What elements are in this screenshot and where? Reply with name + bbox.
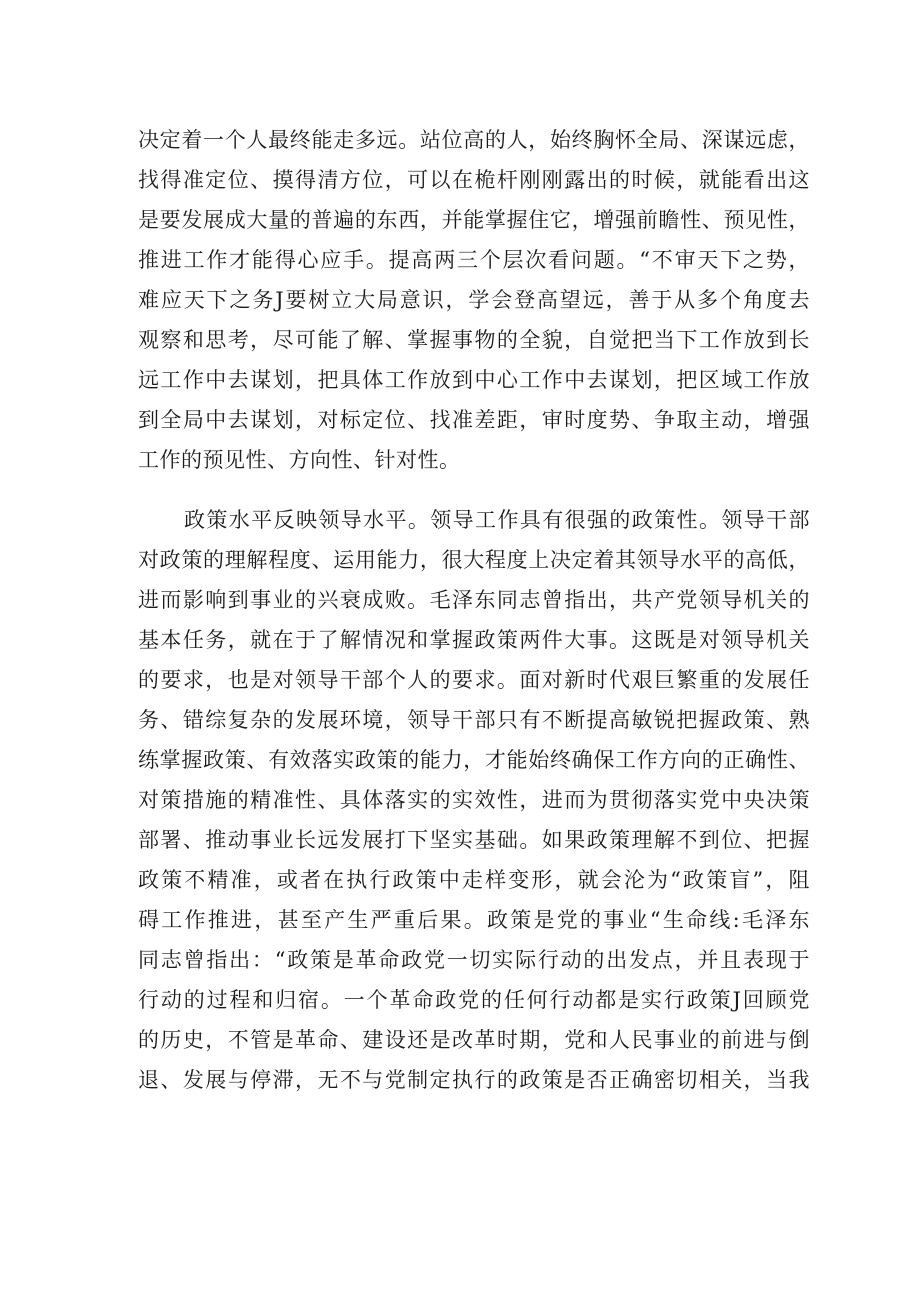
text-line-18: 部署、推动事业长远发展打下坚实基础。如果政策理解不到位、把握 <box>138 828 810 852</box>
text-line-5: 难应天下之务J要树立大局意识，学会登高望远，善于从多个角度去 <box>138 288 810 312</box>
text-line-21: 同志曾指出：“政策是革命政党一切实际行动的出发点，并且表现于 <box>138 948 810 972</box>
text-line-15: 务、错综复杂的发展环境，领导干部只有不断提高敏锐把握政策、熟 <box>138 708 810 732</box>
text-line-10: 政策水平反映领导水平。领导工作具有很强的政策性。领导干部 <box>184 508 810 532</box>
text-line-14: 的要求，也是对领导干部个人的要求。面对新时代艰巨繁重的发展任 <box>138 668 810 692</box>
text-line-19: 政策不精准，或者在执行政策中走样变形，就会沦为“政策盲”，阻 <box>138 868 810 892</box>
text-line-4: 推进工作才能得心应手。提高两三个层次看问题。“不审天下之势， <box>138 248 810 272</box>
text-line-24: 退、发展与停滞，无不与党制定执行的政策是否正确密切相关，当我 <box>138 1068 810 1092</box>
text-line-13: 基本任务，就在于了解情况和掌握政策两件大事。这既是对领导机关 <box>138 628 810 652</box>
text-line-9: 工作的预见性、方向性、针对性。 <box>138 448 461 472</box>
text-line-23: 的历史，不管是革命、建设还是改革时期，党和人民事业的前进与倒 <box>138 1028 810 1052</box>
text-line-20: 碍工作推进，甚至产生严重后果。政策是党的事业“生命线:毛泽东 <box>138 908 810 932</box>
text-line-2: 找得准定位、摸得清方位，可以在桅杆刚刚露出的时候，就能看出这 <box>138 168 810 192</box>
text-line-8: 到全局中去谋划，对标定位、找准差距，审时度势、争取主动，增强 <box>138 408 810 432</box>
text-line-17: 对策措施的精准性、具体落实的实效性，进而为贯彻落实党中央决策 <box>138 788 810 812</box>
text-line-12: 进而影响到事业的兴衰成败。毛泽东同志曾指出，共产党领导机关的 <box>138 588 810 612</box>
text-line-7: 远工作中去谋划，把具体工作放到中心工作中去谋划，把区域工作放 <box>138 368 810 392</box>
text-line-16: 练掌握政策、有效落实政策的能力，才能始终确保工作方向的正确性、 <box>138 748 810 772</box>
text-line-11: 对政策的理解程度、运用能力，很大程度上决定着其领导水平的高低， <box>138 548 810 572</box>
text-line-22: 行动的过程和归宿。一个革命政党的任何行动都是实行政策J回顾党 <box>138 988 810 1012</box>
text-line-3: 是要发展成大量的普遍的东西，并能掌握住它，增强前瞻性、预见性， <box>138 208 810 232</box>
text-line-6: 观察和思考，尽可能了解、掌握事物的全貌，自觉把当下工作放到长 <box>138 328 810 352</box>
text-line-1: 决定着一个人最终能走多远。站位高的人，始终胸怀全局、深谋远虑， <box>138 128 810 152</box>
